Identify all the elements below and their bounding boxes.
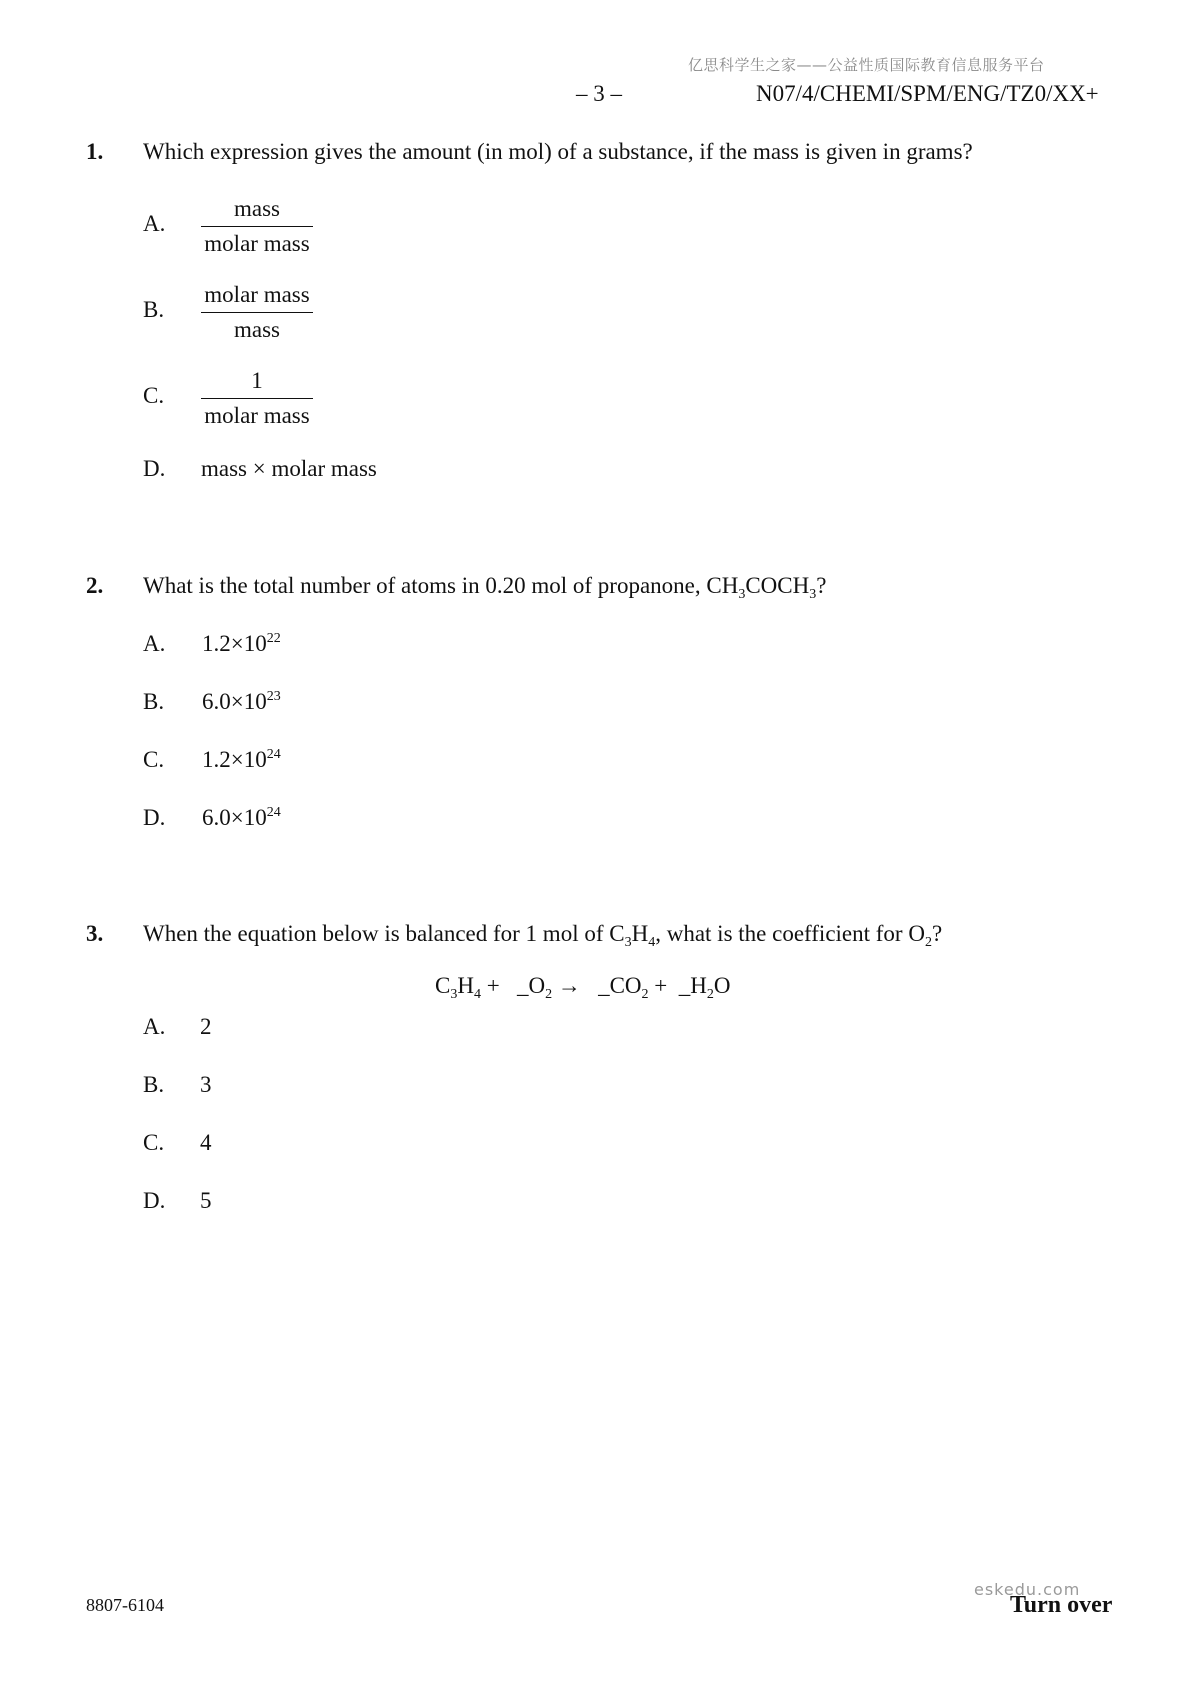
fraction-denominator: molar mass	[204, 403, 310, 428]
paper-code: N07/4/CHEMI/SPM/ENG/TZ0/XX+	[756, 81, 1099, 106]
footer-code: 8807-6104	[86, 1595, 164, 1615]
option-letter: B.	[143, 1072, 165, 1097]
option-letter: D.	[143, 456, 166, 481]
option-text: 2	[200, 1014, 212, 1039]
question-number: 3.	[86, 921, 104, 946]
eq-part: _H	[678, 973, 707, 998]
option-letter: D.	[143, 1188, 166, 1213]
option-letter: C.	[143, 383, 165, 408]
exponent: 23	[266, 689, 281, 704]
option-letter: C.	[143, 747, 165, 772]
exponent: 24	[266, 805, 281, 820]
base: 1.2×10	[202, 631, 267, 656]
subscript: 4	[648, 935, 656, 950]
subscript: 2	[706, 987, 714, 1002]
question-text: Which expression gives the amount (in mol) of a substance, if the mass is given in grams?	[143, 139, 973, 164]
option-letter: A.	[143, 211, 166, 236]
text-part: What is the total number of atoms in 0.20 mol of propanone, CH	[143, 573, 739, 598]
arrow: →	[552, 973, 587, 998]
turn-over: Turn over	[1010, 1592, 1113, 1618]
eq-part: H	[457, 973, 474, 998]
fraction-numerator: mass	[201, 196, 313, 227]
option-text: mass × molar mass	[201, 456, 377, 481]
subscript: 3	[809, 587, 817, 602]
text-part: , what is the coefficient for O	[655, 921, 925, 946]
question-number: 1.	[86, 139, 104, 164]
text-part: ?	[931, 921, 943, 946]
header-watermark: 亿思科学生之家——公益性质国际教育信息服务平台	[688, 56, 1045, 74]
fraction-denominator: molar mass	[204, 231, 310, 256]
subscript: 4	[473, 987, 481, 1002]
option-value	[202, 689, 281, 715]
chemical-equation	[435, 973, 731, 1002]
question-text	[143, 921, 943, 950]
base: 6.0×10	[202, 689, 267, 714]
option-letter: B.	[143, 297, 165, 322]
option-value	[202, 805, 281, 831]
question-number: 2.	[86, 573, 104, 598]
subscript: 3	[450, 987, 458, 1002]
footer-watermark: eskedu.com	[974, 1580, 1081, 1599]
option-letter: C.	[143, 1130, 165, 1155]
base: 6.0×10	[202, 805, 267, 830]
question-text	[143, 573, 827, 602]
eq-part: _CO	[598, 973, 642, 998]
exponent: 24	[266, 747, 281, 762]
fraction-denominator: mass	[234, 317, 280, 342]
fraction-numerator: 1	[201, 368, 313, 399]
text-part: COCH	[745, 573, 810, 598]
eq-part: O	[713, 973, 731, 998]
option-value	[202, 747, 281, 773]
text-part: H	[631, 921, 649, 946]
option-text: 5	[200, 1188, 212, 1213]
text-part: ?	[816, 573, 827, 598]
option-letter: A.	[143, 1014, 166, 1039]
option-letter: A.	[143, 631, 166, 656]
option-text: 3	[200, 1072, 212, 1097]
base: 1.2×10	[202, 747, 267, 772]
fraction	[201, 368, 313, 429]
page-number: – 3 –	[576, 81, 622, 106]
eq-part: +	[648, 973, 674, 998]
subscript: 3	[624, 935, 632, 950]
subscript: 2	[545, 987, 553, 1002]
text-part: When the equation below is balanced for 1 mol of C	[143, 921, 625, 946]
option-letter: D.	[143, 805, 166, 830]
eq-part: +	[480, 973, 506, 998]
fraction-numerator: molar mass	[201, 282, 313, 313]
subscript: 3	[738, 587, 746, 602]
option-letter: B.	[143, 689, 165, 714]
eq-part: _O	[516, 973, 546, 998]
option-text: 4	[200, 1130, 212, 1155]
eq-part: C	[435, 973, 451, 998]
option-value	[202, 631, 281, 657]
fraction	[201, 196, 313, 257]
subscript: 2	[641, 987, 649, 1002]
subscript: 2	[924, 935, 932, 950]
exponent: 22	[266, 631, 281, 646]
fraction	[201, 282, 313, 343]
